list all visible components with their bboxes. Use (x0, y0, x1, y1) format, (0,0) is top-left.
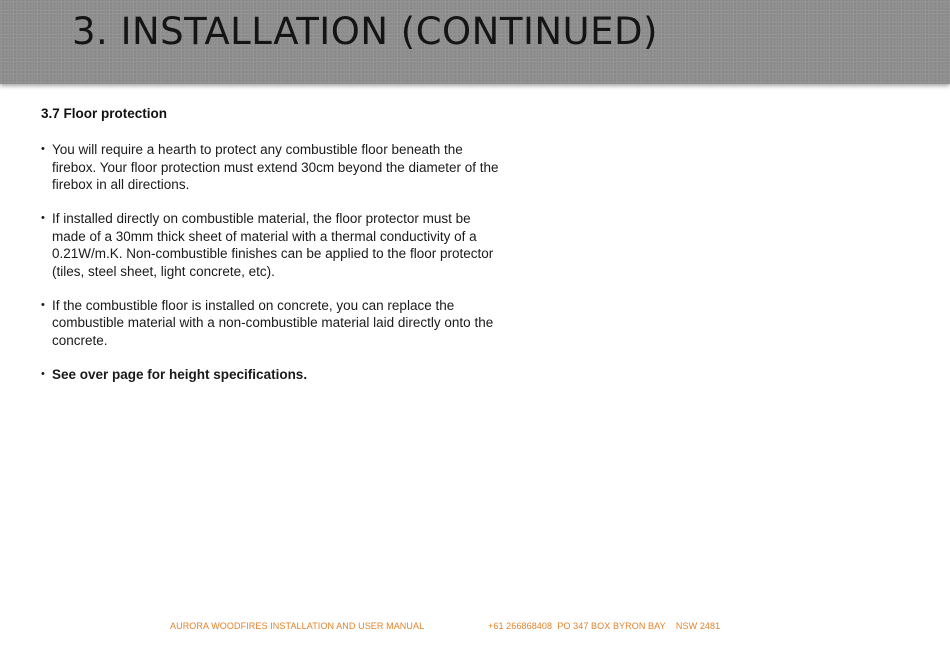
bullet-dot-icon: • (41, 143, 45, 155)
bullet-text: If the combustible floor is installed on concrete, you can replace the combustible material with a non-combustible material laid directly onto the concrete. (52, 297, 494, 348)
bullet-text: If installed directly on combustible material, the floor protector must be made of a 30mm thick sheet of material with a thermal conductivity of a 0.21W/m.K. Non-combustible finishes can be applied to the floor protector (tiles, steel sheet, light concrete, etc). (52, 211, 494, 279)
bullet-item-hearth (41, 141, 501, 194)
section-floor-protection (41, 104, 501, 400)
page-header-band (0, 0, 950, 84)
footer-contact: +61 266868408 PO 347 BOX BYRON BAY NSW 2481 (488, 621, 721, 631)
bullet-dot-icon: • (41, 367, 45, 380)
bullet-item-see-over-page (41, 366, 501, 384)
bullet-list (41, 141, 501, 383)
page-footer (0, 621, 950, 635)
bullet-dot-icon: • (41, 212, 45, 224)
bullet-text: You will require a hearth to protect any combustible floor beneath the firebox. Your floor protection must extend 30cm beyond the diameter of the firebox in all directions. (52, 142, 499, 192)
bullet-item-concrete (41, 297, 501, 350)
footer-manual-title: AURORA WOODFIRES INSTALLATION AND USER MANUAL (170, 621, 425, 631)
bullet-dot-icon: • (41, 298, 45, 311)
section-heading: 3.7 Floor protection (41, 106, 168, 121)
bullet-text: See over page for height specifications. (52, 366, 308, 382)
bullet-item-combustible-material (41, 210, 501, 280)
page-title: 3. INSTALLATION (CONTINUED) (72, 10, 658, 53)
